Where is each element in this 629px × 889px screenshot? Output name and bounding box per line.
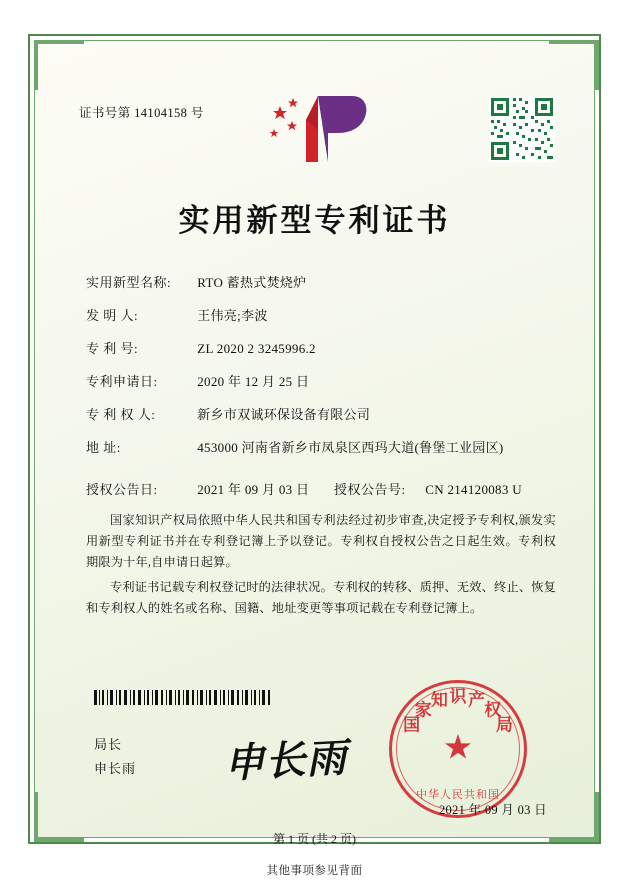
paragraph-1: 国家知识产权局依照中华人民共和国专利法经过初步审查,决定授予专利权,颁发实用新型专利证书并在专利登记簿上予以登记。专利权自授权公告之日起生效。专利权期限为十年,自申请日起算。 bbox=[86, 513, 556, 569]
field-label: 专 利 号: bbox=[86, 341, 139, 356]
page-indicator: 第 1 页 (共 2 页) bbox=[273, 832, 356, 846]
field-row-grant bbox=[86, 479, 556, 512]
field-row-application-date bbox=[86, 371, 556, 404]
star-icon: ★ bbox=[442, 729, 474, 767]
grant-number-label: 授权公告号: bbox=[334, 482, 406, 497]
cnipa-emblem-icon bbox=[266, 90, 372, 168]
seal-date: 2021 年 09 月 03 日 bbox=[439, 803, 547, 817]
grant-number-value: CN 214120083 U bbox=[425, 482, 522, 497]
signatory-title: 局长 bbox=[94, 737, 123, 752]
paragraph-2: 专利证书记载专利权登记时的法律状况。专利权的转移、质押、无效、终止、恢复和专利权人的姓名或名称、国籍、地址变更等事项记载在专利登记簿上。 bbox=[86, 580, 556, 615]
legal-text bbox=[86, 510, 556, 623]
field-value: RTO 蓄热式焚烧炉 bbox=[197, 275, 307, 290]
field-row-inventor bbox=[86, 305, 556, 338]
field-value: ZL 2020 2 3245996.2 bbox=[197, 341, 316, 356]
qr-code-icon bbox=[489, 96, 555, 162]
field-value: 新乡市双诚环保设备有限公司 bbox=[197, 407, 371, 422]
field-label: 发 明 人: bbox=[86, 308, 139, 323]
official-seal: ★ 国 家 知 识 产 权 局 中华人民共和国 bbox=[389, 680, 527, 818]
field-row-address bbox=[86, 437, 556, 470]
signature-labels bbox=[94, 733, 136, 781]
field-label: 实用新型名称: bbox=[86, 275, 172, 290]
handwritten-signature: 申长雨 bbox=[223, 734, 349, 788]
page-title: 实用新型专利证书 bbox=[178, 203, 451, 239]
field-row-patentee bbox=[86, 404, 556, 437]
field-label: 地 址: bbox=[86, 440, 121, 455]
grant-date-label: 授权公告日: bbox=[86, 482, 158, 497]
field-label: 专利申请日: bbox=[86, 374, 158, 389]
grant-date-value: 2021 年 09 月 03 日 bbox=[197, 482, 310, 497]
field-value: 453000 河南省新乡市凤泉区西玛大道(鲁堡工业园区) bbox=[197, 440, 504, 455]
field-row-name bbox=[86, 272, 556, 305]
field-row-patent-number bbox=[86, 338, 556, 371]
seal-bottom-text: 中华人民共和国 bbox=[416, 789, 500, 801]
field-list bbox=[86, 272, 556, 512]
field-value: 王伟亮;李波 bbox=[197, 308, 268, 323]
signatory-name: 申长雨 bbox=[94, 761, 137, 776]
certificate-number: 证书号第 14104158 号 bbox=[79, 106, 204, 120]
field-label: 专 利 权 人: bbox=[86, 407, 156, 422]
footnote: 其他事项参见背面 bbox=[266, 865, 363, 877]
certificate-content bbox=[34, 40, 595, 846]
field-value: 2020 年 12 月 25 日 bbox=[197, 374, 310, 389]
grant-number-group bbox=[334, 479, 522, 498]
barcode-icon bbox=[94, 690, 274, 705]
